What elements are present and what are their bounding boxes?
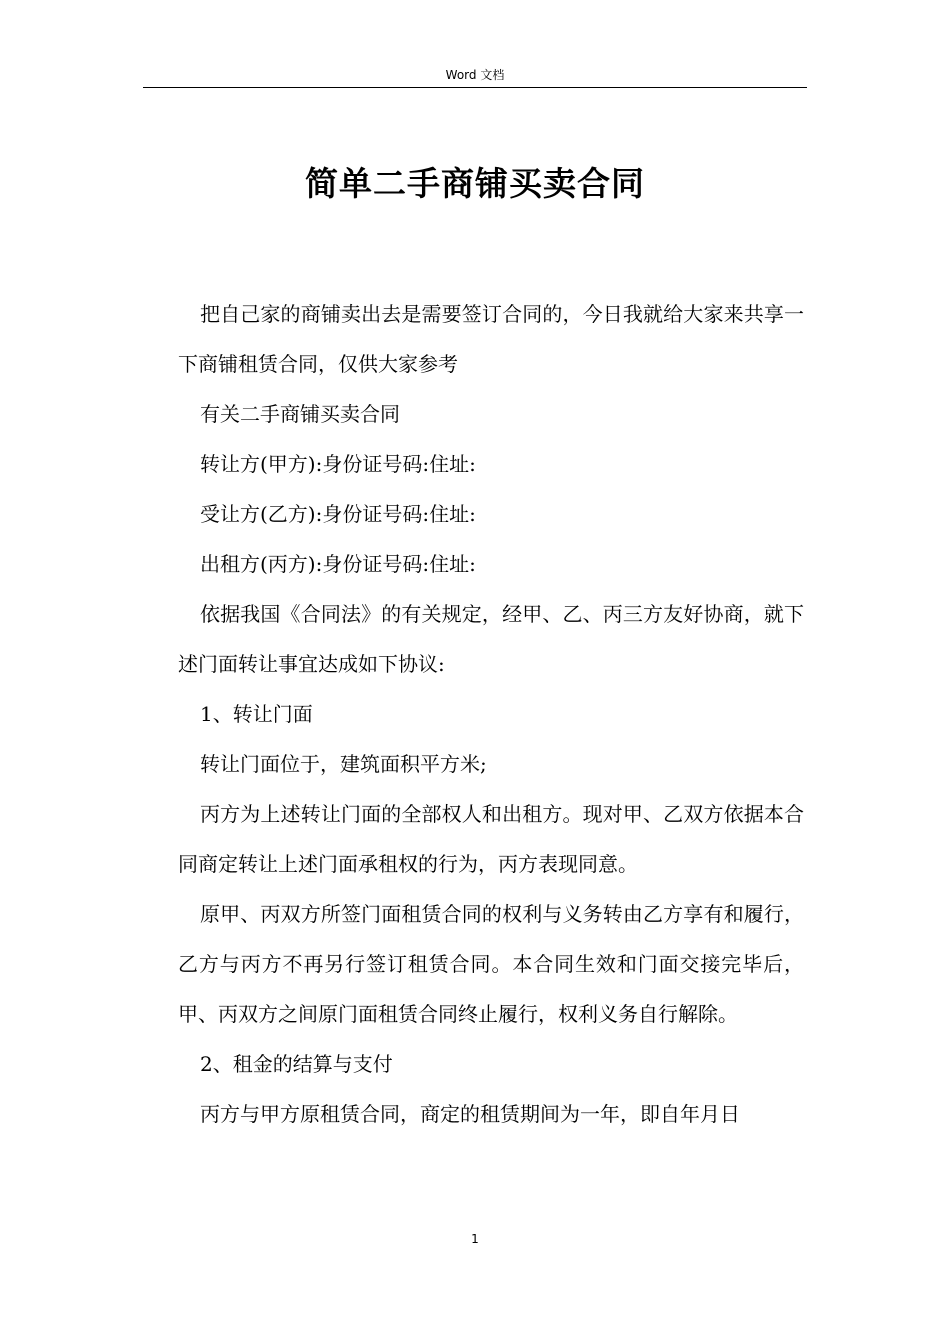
paragraph: 有关二手商铺买卖合同 xyxy=(200,402,400,426)
paragraph: 出租方(丙方):身份证号码:住址: xyxy=(200,552,476,576)
page-header: Word 文档 xyxy=(445,68,505,82)
page-number: 1 xyxy=(471,1232,479,1246)
paragraph: 转让门面位于，建筑面积平方米; xyxy=(200,752,487,776)
paragraph: 丙方与甲方原租赁合同，商定的租赁期间为一年，即自年月日 xyxy=(200,1102,740,1126)
paragraph: 丙方为上述转让门面的全部权人和出租方。现对甲、乙双方依据本合同商定转让上述门面承租权的行为，丙方表现同意。 xyxy=(178,802,804,876)
section-heading: 1、转让门面 xyxy=(200,702,313,726)
paragraph: 受让方(乙方):身份证号码:住址: xyxy=(200,502,476,526)
paragraph: 把自己家的商铺卖出去是需要签订合同的，今日我就给大家来共享一下商铺租赁合同，仅供大家参考 xyxy=(178,302,804,376)
paragraph: 依据我国《合同法》的有关规定，经甲、乙、丙三方友好协商，就下述门面转让事宜达成如下协议: xyxy=(178,602,804,676)
section-heading: 2、租金的结算与支付 xyxy=(200,1052,393,1076)
paragraph: 转让方(甲方):身份证号码:住址: xyxy=(200,452,476,476)
header-divider xyxy=(143,87,807,88)
paragraph: 原甲、丙双方所签门面租赁合同的权利与义务转由乙方享有和履行，乙方与丙方不再另行签订租赁合同。本合同生效和门面交接完毕后，甲、丙双方之间原门面租赁合同终止履行，权利义务自行解除。 xyxy=(178,902,804,1026)
document-body xyxy=(178,289,804,1139)
document-title: 简单二手商铺买卖合同 xyxy=(305,164,645,203)
